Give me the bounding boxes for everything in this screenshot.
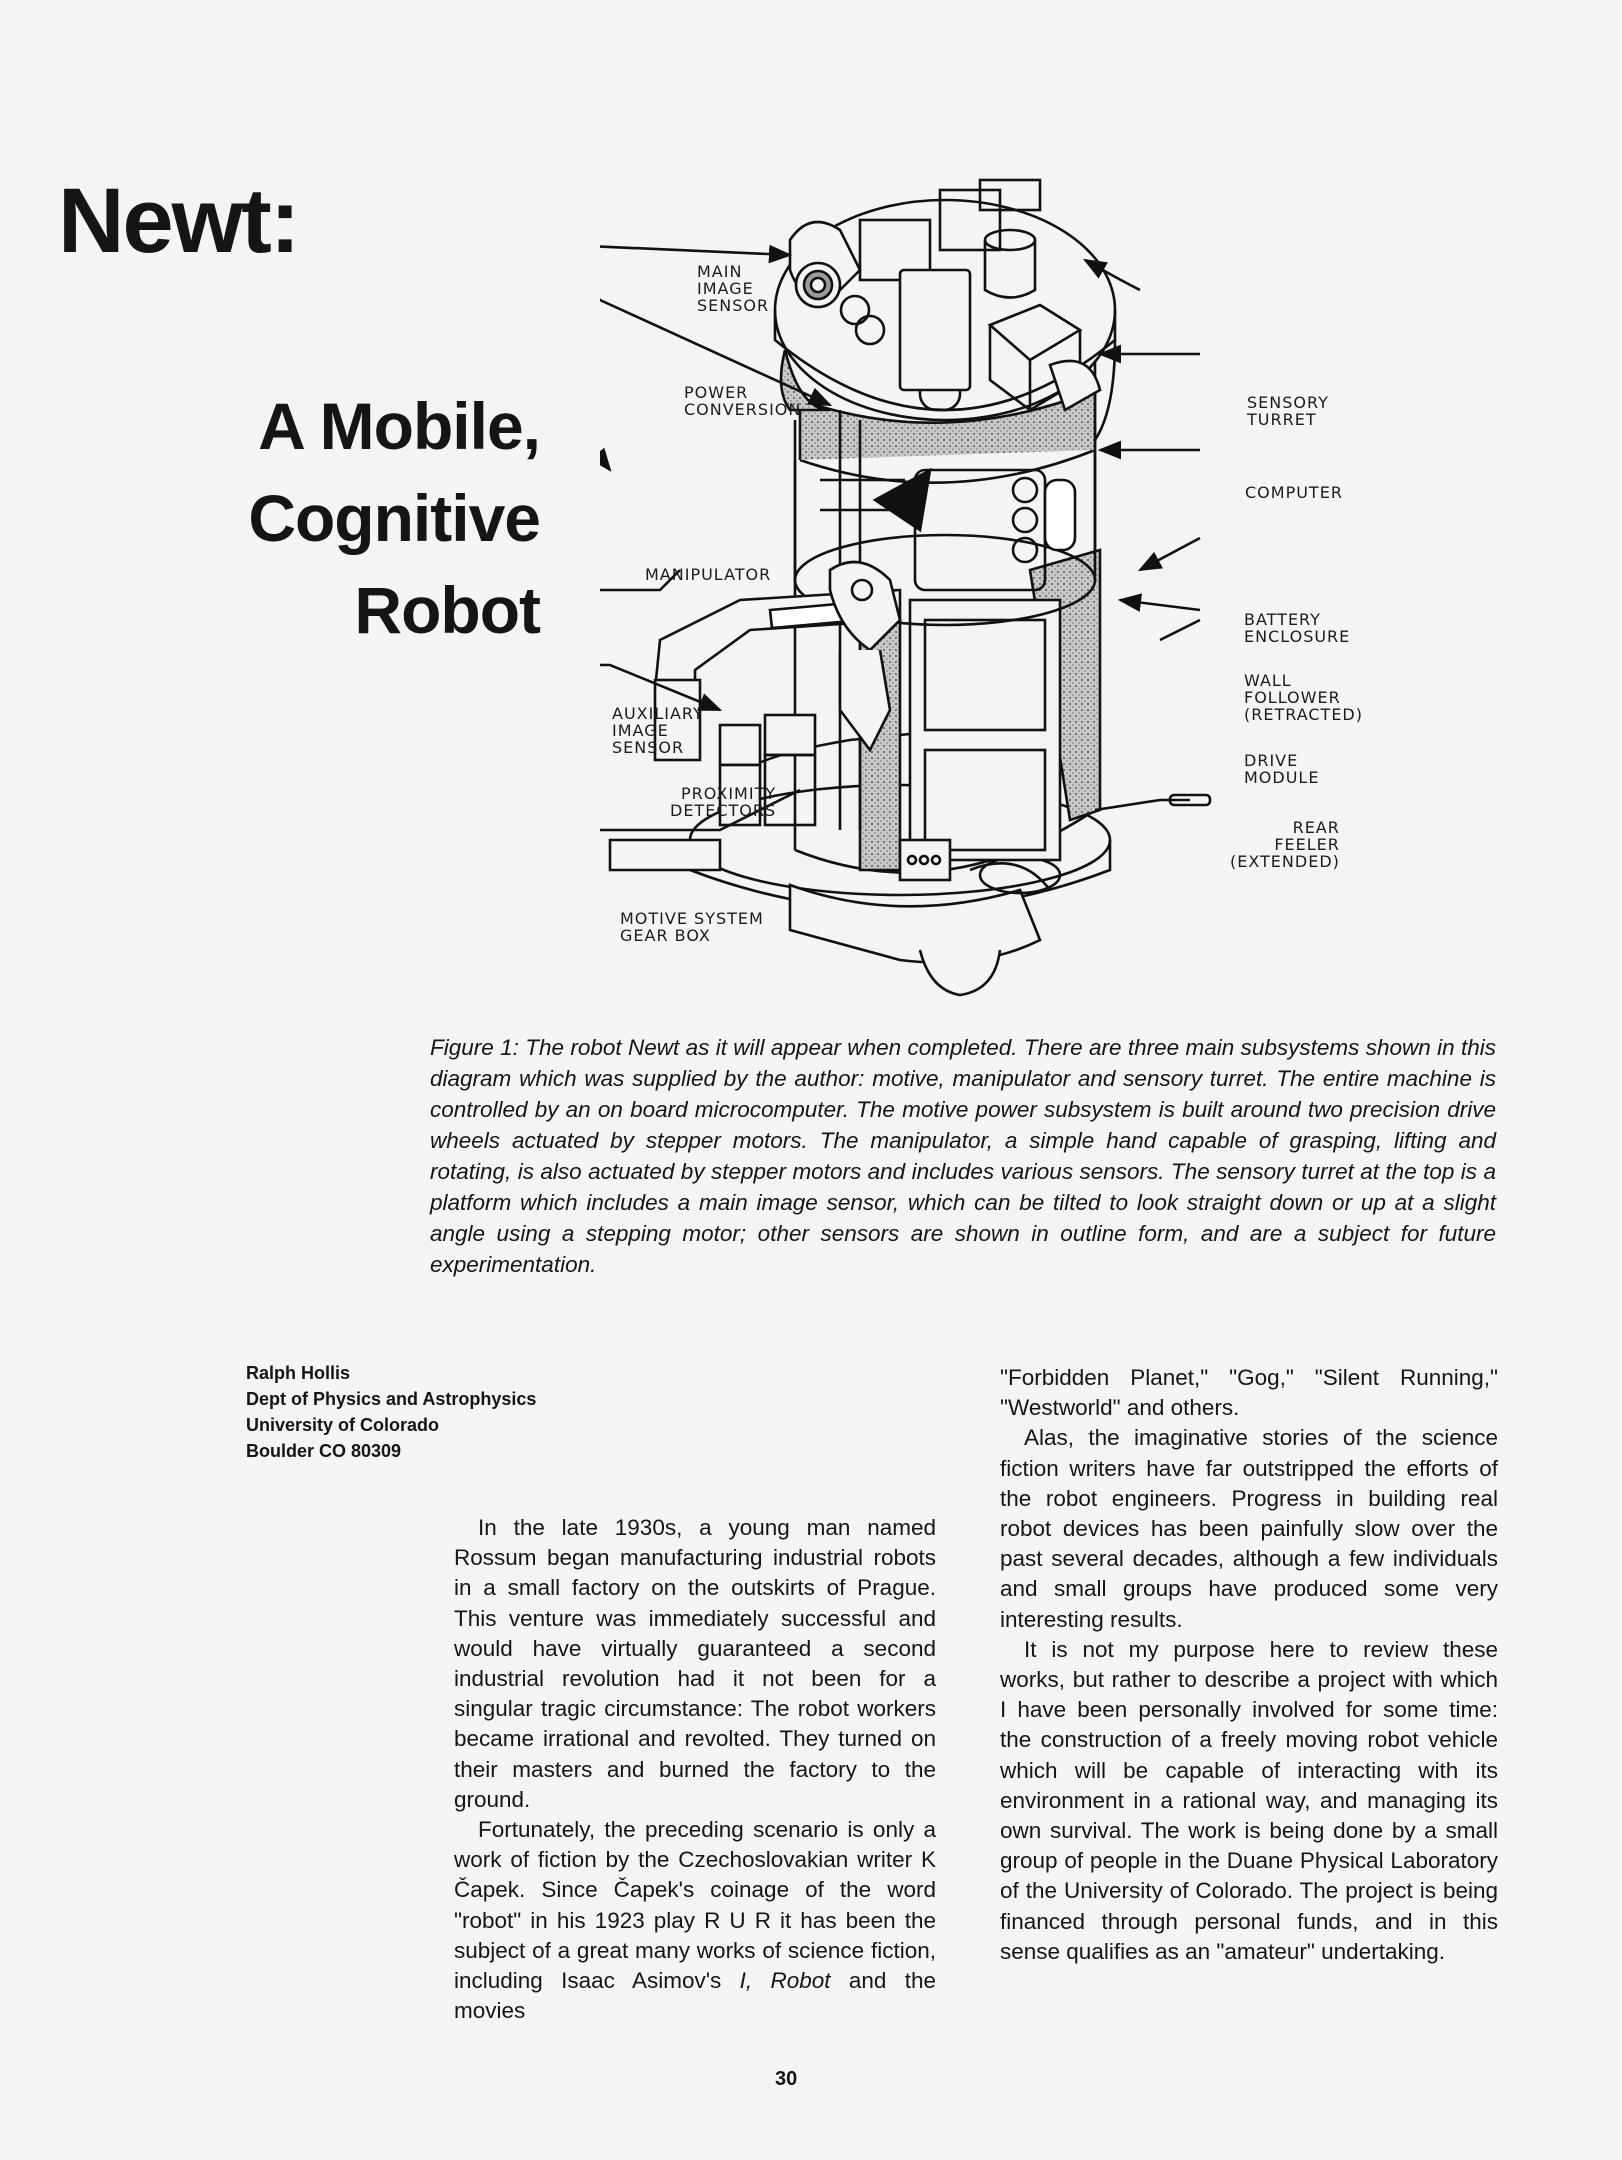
book-title-italic: I, Robot bbox=[739, 1968, 831, 1994]
label-power-conversion: POWER CONVERSION bbox=[684, 383, 802, 419]
author-address: Boulder CO 80309 bbox=[246, 1441, 402, 1461]
body-paragraph-text: Fortunately, the preceding scenario is only a work of fiction by the Czechoslovakian writer K Čapek. Since Čapek's coinage of the word "robot" in his 1923 play R U R it has been the subject of a great many works of science fiction, including Isaac Asimov's bbox=[454, 1817, 936, 1994]
label-drive-module: DRIVE MODULE bbox=[1244, 751, 1320, 787]
author-university: University of Colorado bbox=[246, 1415, 440, 1435]
body-paragraph: Alas, the imaginative stories of the science fiction writers have far outstripped the efforts of the robot engineers. Progress in building real robot devices has been painfully slow over the past several decades, although a few individuals and small groups have produced some very interesting results. bbox=[1000, 1425, 1498, 1632]
label-auxiliary-image-sensor: AUXILIARY IMAGE SENSOR bbox=[612, 704, 704, 757]
label-motive-system-gear-box: MOTIVE SYSTEM GEAR BOX bbox=[620, 909, 764, 945]
article-subtitle bbox=[140, 380, 540, 656]
article-title: Newt: bbox=[58, 170, 299, 272]
body-paragraph: "Forbidden Planet," "Gog," "Silent Running," "Westworld" and others. bbox=[1000, 1365, 1498, 1421]
body-column-right bbox=[1000, 1363, 1498, 1967]
label-battery-enclosure: BATTERY ENCLOSURE bbox=[1244, 610, 1351, 646]
body-paragraph bbox=[454, 1815, 936, 2026]
author-block bbox=[246, 1360, 536, 1464]
body-paragraph: It is not my purpose here to review these works, but rather to describe a project with which I have been personally involved for some time: the construction of a freely moving robot vehicle which will be capable of interacting with its environment in a rational way, and managing its own survival. The work is being done by a small group of people in the Duane Physical Laboratory of the University of Colorado. The project is being financed through personal funds, and in this sense qualifies as an "amateur" undertaking. bbox=[1000, 1636, 1498, 1964]
subtitle-line-3: Robot bbox=[354, 573, 540, 647]
body-column-left bbox=[454, 1513, 936, 2026]
subtitle-line-2: Cognitive bbox=[248, 481, 540, 555]
subtitle-line-1: A Mobile, bbox=[258, 389, 540, 463]
author-dept: Dept of Physics and Astrophysics bbox=[246, 1389, 537, 1409]
label-manipulator: MANIPULATOR bbox=[645, 565, 772, 584]
author-name: Ralph Hollis bbox=[246, 1363, 351, 1383]
label-rear-feeler: REAR FEELER (EXTENDED) bbox=[1230, 818, 1340, 871]
body-paragraph-tail: and the movies bbox=[454, 1968, 936, 2024]
label-wall-follower: WALL FOLLOWER (RETRACTED) bbox=[1244, 671, 1363, 724]
body-paragraph: In the late 1930s, a young man named Rossum began manufacturing industrial robots in a small factory on the outskirts of Prague. This venture was immediately successful and would have virtually guaranteed a second industrial revolution had it not been for a singular tragic circumstance: The robot workers became irrational and revolted. They turned on their masters and burned the factory to the ground. bbox=[454, 1515, 936, 1812]
page-number: 30 bbox=[775, 2068, 798, 2090]
label-proximity-detectors: PROXIMITY DETECTORS bbox=[670, 784, 777, 820]
label-sensory-turret: SENSORY TURRET bbox=[1247, 393, 1329, 429]
label-main-image-sensor: MAIN IMAGE SENSOR bbox=[697, 262, 770, 315]
label-computer: COMPUTER bbox=[1245, 483, 1343, 502]
figure-caption: Figure 1: The robot Newt as it will appear when completed. There are three main subsystems shown in this diagram which was supplied by the author: motive, manipulator and sensory turret. The entire machine is controlled by an on board microcomputer. The motive power subsystem is built around two precision drive wheels actuated by stepper motors. The manipulator, a simple hand capable of grasping, lifting and rotating, is also actuated by stepper motors and includes various sensors. The sensory turret at the top is a platform which includes a main image sensor, which can be tilted to look straight down or up at a slight angle using a stepping motor; other sensors are shown in outline form, and are a subject for future experimentation. bbox=[430, 1035, 1496, 1277]
